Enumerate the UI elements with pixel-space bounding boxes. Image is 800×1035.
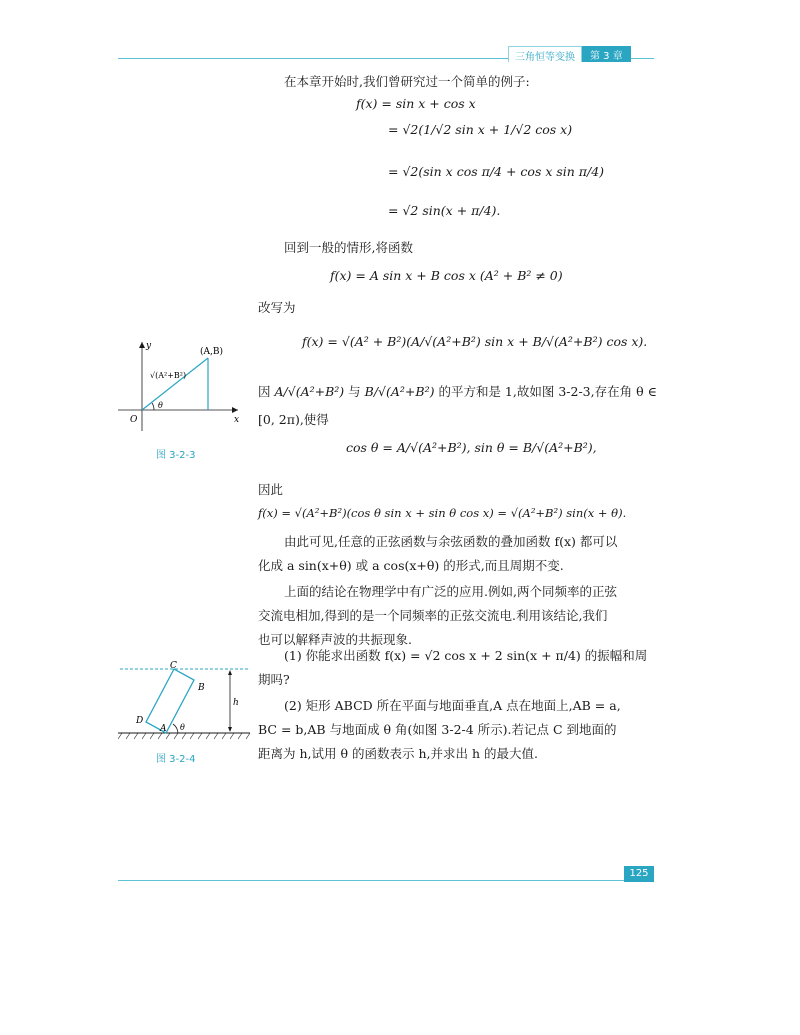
height-arrow-bottom bbox=[228, 727, 232, 732]
theta-arc bbox=[173, 724, 178, 733]
figure-3-2-4 bbox=[118, 660, 253, 745]
fig1-caption: 图 3-2-3 bbox=[156, 450, 196, 461]
example-line-2: = √2(1/√2 sin x + 1/√2 cos x) bbox=[388, 122, 573, 137]
figure-3-2-3 bbox=[118, 336, 248, 436]
label-d: D bbox=[136, 716, 144, 726]
para1-line-2: 化成 a sin(x+θ) 或 a cos(x+θ) 的形式,而且周期不变. bbox=[258, 558, 564, 573]
example-line-4: = √2 sin(x + π/4). bbox=[388, 203, 501, 218]
label-b: B bbox=[198, 683, 205, 693]
footer-rule bbox=[118, 880, 654, 881]
label-o: O bbox=[130, 415, 138, 425]
label-hyp: √(A²+B²) bbox=[150, 371, 187, 380]
chapter-tag bbox=[508, 46, 631, 62]
para1-line-1: 由此可见,任意的正弦函数与余弦函数的叠加函数 f(x) 都可以 bbox=[284, 534, 618, 549]
y-axis-arrow bbox=[139, 342, 145, 348]
q2-line-3: 距离为 h,试用 θ 的函数表示 h,并求出 h 的最大值. bbox=[258, 746, 538, 761]
label-h: h bbox=[233, 698, 239, 708]
rewrite-label: 改写为 bbox=[258, 300, 296, 315]
rewrite-formula: f(x) = √(A² + B²)(A/√(A²+B²) sin x + B/√(A²+B²) cos x). bbox=[302, 334, 648, 349]
intro-text: 在本章开始时,我们曾研究过一个简单的例子: bbox=[284, 74, 530, 89]
example-line-3: = √2(sin x cos π/4 + cos x sin π/4) bbox=[388, 164, 605, 179]
section-title: 三角恒等变换 bbox=[508, 46, 582, 62]
hypotenuse bbox=[142, 358, 208, 410]
label-x: x bbox=[234, 415, 240, 425]
q2-line-1: (2) 矩形 ABCD 所在平面与地面垂直,A 点在地面上,AB = a, bbox=[284, 698, 621, 713]
height-arrow-top bbox=[228, 670, 232, 675]
general-intro: 回到一般的情形,将函数 bbox=[284, 240, 413, 255]
fig2-caption: 图 3-2-4 bbox=[156, 754, 196, 765]
because-line: 因 A/√(A²+B²) 与 B/√(A²+B²) 的平方和是 1,故如图 3-2-3,存在角 θ ∈ bbox=[258, 384, 657, 399]
interval-text: [0, 2π),使得 bbox=[258, 412, 329, 427]
label-point: (A,B) bbox=[200, 347, 223, 357]
q1-line-1: (1) 你能求出函数 f(x) = √2 cos x + 2 sin(x + π/4) 的振幅和周 bbox=[284, 648, 648, 663]
therefore-formula: f(x) = √(A²+B²)(cos θ sin x + sin θ cos x) = √(A²+B²) sin(x + θ). bbox=[258, 506, 627, 520]
label-y: y bbox=[146, 341, 152, 351]
chapter-label: 第 3 章 bbox=[582, 46, 631, 62]
theta-arc bbox=[152, 403, 154, 410]
rectangle-abcd bbox=[146, 669, 194, 733]
para2-line-1: 上面的结论在物理学中有广泛的应用.例如,两个同频率的正弦 bbox=[284, 584, 617, 599]
q2-line-2: BC = b,AB 与地面成 θ 角(如图 3-2-4 所示).若记点 C 到地面的 bbox=[258, 722, 617, 737]
page-number: 125 bbox=[624, 866, 654, 882]
label-c: C bbox=[170, 661, 177, 671]
therefore-label: 因此 bbox=[258, 482, 284, 497]
general-formula: f(x) = A sin x + B cos x (A² + B² ≠ 0) bbox=[330, 268, 563, 283]
q1-line-2: 期吗? bbox=[258, 672, 290, 687]
ground-hatching bbox=[118, 733, 250, 739]
cos-sin-formula: cos θ = A/√(A²+B²), sin θ = B/√(A²+B²), bbox=[346, 440, 597, 455]
label-theta: θ bbox=[158, 401, 163, 410]
para2-line-2: 交流电相加,得到的是一个同频率的正弦交流电.利用该结论,我们 bbox=[258, 608, 608, 623]
example-line-1: f(x) = sin x + cos x bbox=[356, 96, 476, 111]
label-a: A bbox=[160, 724, 167, 734]
label-theta: θ bbox=[180, 723, 185, 732]
x-axis-arrow bbox=[232, 407, 238, 413]
para2-line-3: 也可以解释声波的共振现象. bbox=[258, 632, 412, 647]
